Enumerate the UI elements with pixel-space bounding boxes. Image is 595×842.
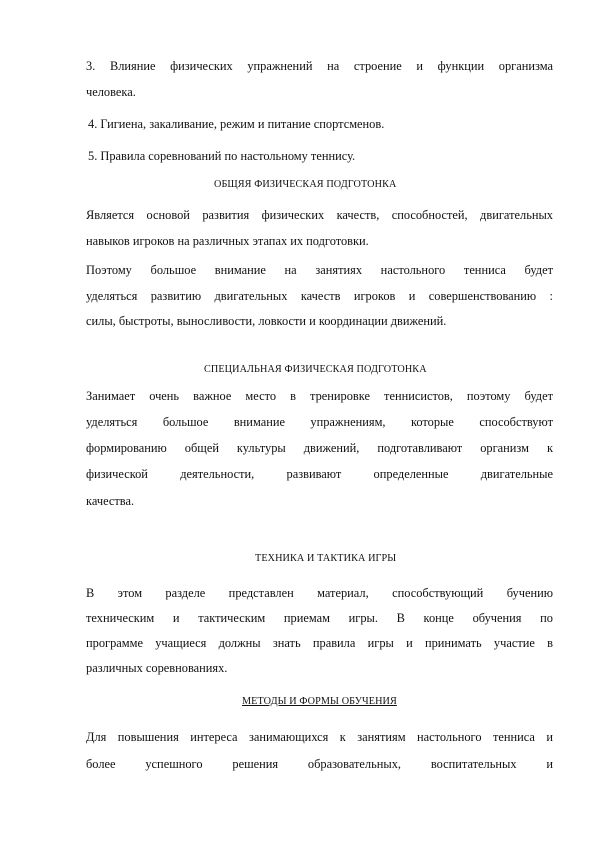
special-line-1: Занимает очень важное место в тренировке теннисистов, поэтому будет	[86, 389, 553, 403]
list-item-4: 4. Гигиена, закаливание, режим и питание спортсменов.	[88, 117, 385, 131]
list-item-5: 5. Правила соревнований по настольному теннису.	[88, 149, 356, 163]
special-line-2: уделяться большое внимание упражнениям, которые способствуют	[86, 415, 553, 429]
general-paragraph-1-line-2: навыков игроков на различных этапах их подготовки.	[86, 234, 369, 248]
special-line-3: формированию общей культуры движений, подготавливают организм к	[86, 441, 553, 455]
methods-line-2: более успешного решения образовательных, воспитательных и	[86, 757, 553, 771]
technique-line-2: техническим и тактическим приемам игры. В конце обучения по	[86, 611, 553, 625]
list-item-3-line-2: человека.	[86, 85, 136, 99]
technique-tactics-heading: ТЕХНИКА И ТАКТИКА ИГРЫ	[255, 553, 397, 564]
special-training-heading: СПЕЦИАЛЬНАЯ ФИЗИЧЕСКАЯ ПОДГОТОНКА	[204, 364, 427, 375]
methods-heading: МЕТОДЫ И ФОРМЫ ОБУЧЕНИЯ	[242, 696, 397, 707]
general-paragraph-2-line-2: уделяться развитию двигательных качеств игроков и совершенствованию :	[86, 289, 553, 303]
general-training-heading: ОБЩЯЯ ФИЗИЧЕСКАЯ ПОДГОТОНКА	[214, 179, 397, 190]
general-paragraph-1-line-1: Является основой развития физических качеств, способностей, двигательных	[86, 208, 553, 222]
technique-line-4: различных соревнованиях.	[86, 661, 228, 675]
technique-line-3: программе учащиеся должны знать правила игры и принимать участие в	[86, 636, 553, 650]
methods-line-1: Для повышения интереса занимающихся к занятиям настольного тенниса и	[86, 730, 553, 744]
general-paragraph-2-line-3: силы, быстроты, выносливости, ловкости и координации движений.	[86, 314, 447, 328]
special-line-5: качества.	[86, 494, 135, 508]
general-paragraph-2-line-1: Поэтому большое внимание на занятиях настольного тенниса будет	[86, 263, 553, 277]
technique-line-1: В этом разделе представлен материал, способствующий бучению	[86, 586, 553, 600]
special-line-4: физической деятельности, развивают определенные двигательные	[86, 467, 553, 481]
list-item-3-line-1: 3. Влияние физических упражнений на строение и функции организма	[86, 59, 553, 73]
